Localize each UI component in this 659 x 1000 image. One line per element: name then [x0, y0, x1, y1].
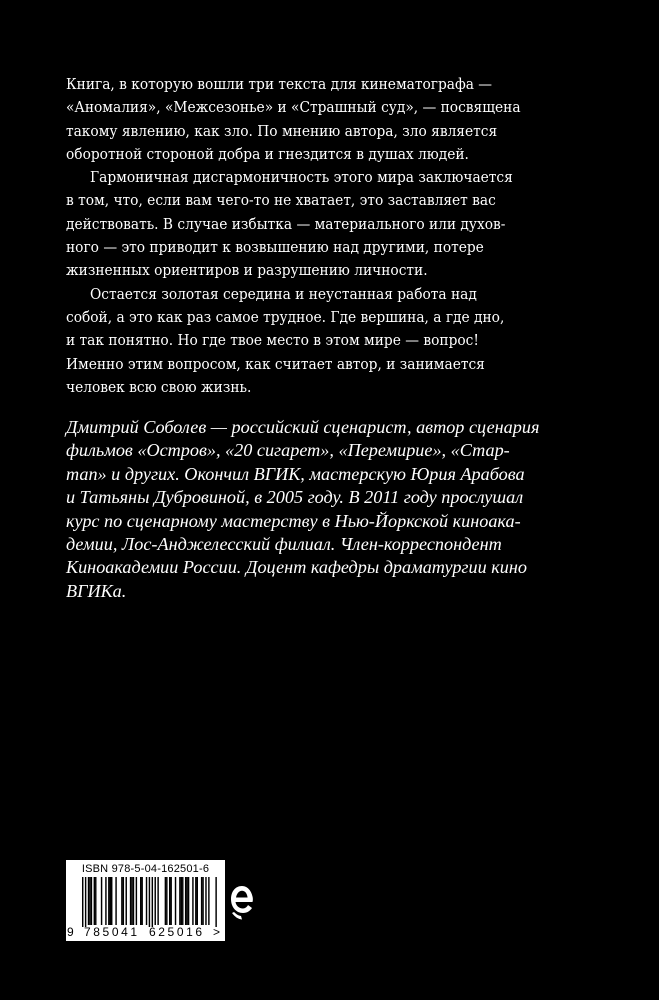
annotation-line: действовать. В случае избытка — материального или духов- [66, 214, 506, 233]
barcode-bar [166, 877, 167, 925]
barcode-bar [157, 877, 158, 925]
isbn-barcode [66, 860, 225, 941]
bio-line: Киноакадемии России. Доцент кафедры драматургии кино [66, 557, 527, 578]
book-annotation [66, 73, 521, 399]
annotation-line: человек всю свою жизнь. [66, 377, 252, 396]
annotation-line: такому явлению, как зло. По мнению автора, зло является [66, 121, 498, 140]
barcode-bar [146, 877, 147, 925]
annotation-paragraph-2 [66, 166, 518, 282]
barcode-bars [74, 877, 217, 927]
barcode-bar [89, 877, 90, 925]
barcode-bar [88, 877, 89, 925]
barcode-digit-first: 9 [67, 925, 74, 939]
barcode-bar [188, 877, 189, 925]
barcode-bar [185, 877, 186, 925]
barcode-bar [186, 877, 187, 925]
barcode-bar [201, 877, 202, 925]
barcode-bar [101, 877, 102, 925]
barcode-bar [140, 877, 141, 925]
annotation-line: «Аномалия», «Межсезонье» и «Страшный суд», — посвящена [66, 98, 521, 117]
barcode-bar [170, 877, 171, 925]
annotation-paragraph-1 [66, 73, 521, 166]
annotation-line: Именно этим вопросом, как считает автор, и занимается [66, 354, 485, 373]
annotation-line: в том, что, если вам чего-то не хватает, это заставляет вас [66, 191, 496, 210]
annotation-line: Остается золотая середина и неустанная работа над [90, 284, 477, 303]
barcode-bar [169, 877, 170, 925]
barcode-bar [175, 877, 176, 925]
annotation-line: и так понятно. Но где твое место в этом мире — вопрос! [66, 331, 479, 350]
bio-line: и Татьяны Дубровиной, в 2005 году. В 2011 году прослушал [66, 487, 524, 508]
barcode-bar [197, 877, 198, 925]
barcode-bar [108, 877, 109, 925]
barcode-arrow: > [213, 925, 221, 939]
annotation-line: оборотной стороной добра и гнездится в душах людей. [66, 144, 469, 163]
bio-line: курс по сценарному мастерству в Нью-Йоркской киноака- [66, 510, 521, 531]
bio-line: ВГИКа. [66, 580, 127, 601]
barcode-bar [115, 877, 116, 925]
barcode-bar [141, 877, 142, 925]
barcode-bar [130, 877, 131, 925]
author-bio [66, 416, 540, 603]
eksmo-logo-icon [229, 883, 255, 921]
barcode-digits-left: 785041 [84, 925, 140, 939]
barcode-bar [131, 877, 132, 925]
barcode-bar [195, 877, 196, 925]
annotation-paragraph-3 [66, 283, 518, 399]
barcode-bar [95, 877, 96, 925]
barcode-bar [208, 877, 209, 925]
barcode-bar [215, 877, 216, 927]
barcode-bar [165, 877, 166, 925]
barcode-bar [123, 877, 124, 925]
annotation-line: собой, а это как раз самое трудное. Где вершина, а где дно, [66, 307, 505, 326]
barcode-bar [205, 877, 206, 925]
barcode-bar [182, 877, 183, 925]
barcode-bar [192, 877, 193, 925]
bio-line: демии, Лос-Анджелесский филиал. Член-корреспондент [66, 534, 502, 555]
barcode-bar [82, 877, 83, 927]
bio-line: тап» и других. Окончил ВГИК, мастерскую Юрия Арабова [66, 463, 525, 484]
barcode-bar [111, 877, 112, 925]
barcode-bar [202, 877, 203, 925]
barcode-bar [94, 877, 95, 925]
barcode-bar [155, 877, 156, 925]
bio-line: фильмов «Остров», «20 сигарет», «Перемирие», «Стар- [66, 440, 510, 461]
barcode-bar [136, 877, 137, 925]
barcode-bar [149, 877, 150, 927]
barcode-bar [133, 877, 134, 925]
barcode-bar [85, 877, 86, 927]
barcode-bar [110, 877, 111, 925]
barcode-bar [91, 877, 92, 925]
barcode-bar [121, 877, 122, 925]
barcode-bar [152, 877, 153, 927]
barcode-bar [105, 877, 106, 925]
annotation-line: жизненных ориентиров и разрушению личности. [66, 261, 428, 280]
barcode-bar [179, 877, 180, 925]
annotation-line: Книга, в которую вошли три текста для кинематографа — [66, 75, 493, 93]
barcode-bar [181, 877, 182, 925]
barcode-digits-right: 625016 [149, 925, 205, 939]
annotation-line: Гармоничная дисгармоничность этого мира заключается [90, 168, 513, 187]
annotation-line: ного — это приводит к возвышению над другими, потере [66, 238, 484, 257]
barcode-bar [126, 877, 127, 925]
bio-line: Дмитрий Соболев — российский сценарист, автор сценария [66, 417, 540, 437]
isbn-label: ISBN 978-5-04-162501-6 [81, 863, 210, 875]
